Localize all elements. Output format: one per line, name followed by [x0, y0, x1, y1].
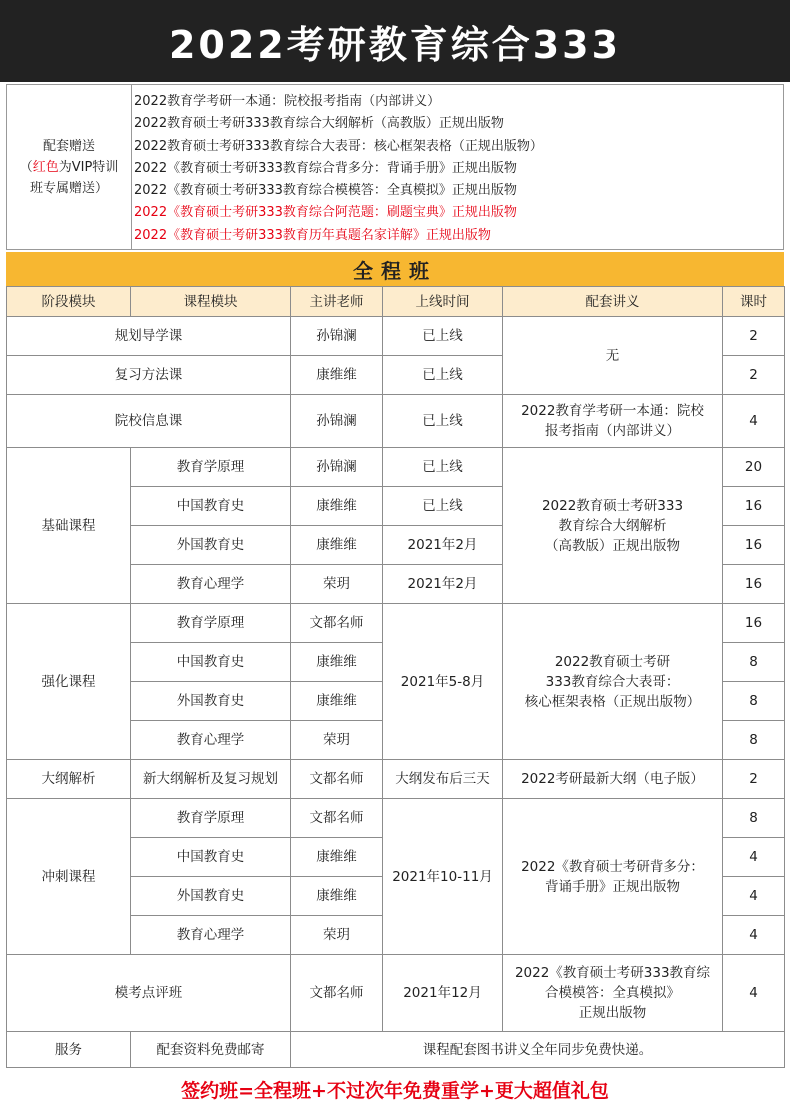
course-cell: 模考点评班: [7, 955, 291, 1032]
material-cell: [503, 395, 723, 448]
time-cell: 2021年2月: [383, 526, 503, 565]
material-line: （高教版）正规出版物: [545, 537, 680, 554]
material-line: 2022《教育硕士考研背多分：: [521, 858, 704, 875]
material-line: 2022教育硕士考研: [554, 653, 671, 670]
course-cell: 教育心理学: [131, 721, 291, 760]
course-cell: 配套资料免费邮寄: [131, 1032, 291, 1068]
hours-cell: 2: [723, 317, 785, 356]
material-cell: [503, 448, 723, 604]
hours-cell: 8: [723, 643, 785, 682]
course-cell: 外国教育史: [131, 526, 291, 565]
course-cell: 教育心理学: [131, 916, 291, 955]
table-row: [7, 395, 785, 448]
course-cell: 教育学原理: [131, 604, 291, 643]
time-cell: 已上线: [383, 356, 503, 395]
teacher-cell: 康维维: [291, 877, 383, 916]
gift-label-suffix: 为VIP特训: [58, 159, 119, 175]
gift-label-prefix: （: [19, 159, 33, 175]
service-note-cell: 课程配套图书讲义全年同步免费快递。: [291, 1032, 785, 1068]
gift-item-vip: 2022《教育硕士考研333教育综合阿范题：刷题宝典》正规出版物: [134, 205, 517, 221]
header-hours: 课时: [723, 287, 785, 317]
teacher-cell: 文都名师: [291, 799, 383, 838]
material-line: 2022《教育硕士考研333教育综: [514, 965, 711, 981]
time-cell: 2021年2月: [383, 565, 503, 604]
time-cell: 已上线: [383, 317, 503, 356]
course-cell: 复习方法课: [7, 356, 291, 395]
gift-list: [132, 85, 783, 249]
table-row: [7, 1032, 785, 1068]
header-material: 配套讲义: [503, 287, 723, 317]
footer-promo: 签约班=全程班+不过次年免费重学+更大超值礼包: [181, 1079, 609, 1102]
gift-item: 2022教育硕士考研333教育综合大表哥：核心框架表格（正规出版物）: [134, 138, 543, 154]
hours-cell: 16: [723, 487, 785, 526]
gift-label-red: 红色: [32, 159, 59, 175]
time-cell: 2021年5-8月: [383, 604, 503, 760]
table-row: [7, 604, 785, 643]
course-cell: 中国教育史: [131, 643, 291, 682]
header-time: 上线时间: [383, 287, 503, 317]
teacher-cell: 孙锦澜: [291, 317, 383, 356]
gift-item: 2022《教育硕士考研333教育综合模模答：全真模拟》正规出版物: [134, 183, 517, 199]
material-line: 背诵手册》正规出版物: [545, 878, 680, 895]
material-line: 核心框架表格（正规出版物）: [524, 693, 701, 710]
course-cell: 中国教育史: [131, 838, 291, 877]
gift-label: [7, 85, 132, 249]
course-table: [6, 286, 785, 1068]
time-cell: 已上线: [383, 395, 503, 448]
time-cell: 已上线: [383, 448, 503, 487]
header-teacher: 主讲老师: [291, 287, 383, 317]
material-cell: [503, 955, 723, 1032]
stage-cell: 服务: [7, 1032, 131, 1068]
stage-cell: 强化课程: [7, 604, 131, 760]
teacher-cell: 康维维: [291, 643, 383, 682]
hours-cell: 8: [723, 682, 785, 721]
gift-label-line2: [20, 157, 119, 178]
teacher-cell: 文都名师: [291, 604, 383, 643]
material-line: 正规出版物: [578, 1005, 647, 1021]
table-row: [7, 955, 785, 1032]
material-cell: 2022考研最新大纲（电子版）: [503, 760, 723, 799]
material-cell: 无: [503, 317, 723, 395]
course-cell: 外国教育史: [131, 877, 291, 916]
teacher-cell: 康维维: [291, 526, 383, 565]
teacher-cell: 康维维: [291, 682, 383, 721]
teacher-cell: 荣玥: [291, 565, 383, 604]
material-line: 教育综合大纲解析: [558, 517, 667, 534]
hours-cell: 16: [723, 526, 785, 565]
time-cell: 大纲发布后三天: [383, 760, 503, 799]
course-cell: 教育学原理: [131, 799, 291, 838]
teacher-cell: 荣玥: [291, 721, 383, 760]
table-row: [7, 760, 785, 799]
course-cell: 中国教育史: [131, 487, 291, 526]
hours-cell: 20: [723, 448, 785, 487]
hours-cell: 4: [723, 877, 785, 916]
teacher-cell: 文都名师: [291, 955, 383, 1032]
gift-label-line1: 配套赠送: [42, 138, 95, 154]
table-row: [7, 799, 785, 838]
hours-cell: 4: [723, 955, 785, 1032]
teacher-cell: 文都名师: [291, 760, 383, 799]
course-cell: 教育心理学: [131, 565, 291, 604]
material-line: 2022教育硕士考研333: [541, 497, 684, 514]
material-line: 报考指南（内部讲义）: [545, 423, 680, 439]
teacher-cell: 康维维: [291, 838, 383, 877]
gift-item: 2022教育硕士考研333教育综合大纲解析（高教版）正规出版物: [134, 116, 504, 132]
hours-cell: 4: [723, 395, 785, 448]
header-course: 课程模块: [131, 287, 291, 317]
material-line: 合模模答：全真模拟》: [545, 985, 680, 1001]
header-stage: 阶段模块: [7, 287, 131, 317]
page-title: 2022考研教育综合333: [168, 22, 622, 67]
table-header-row: [7, 287, 785, 317]
hours-cell: 4: [723, 838, 785, 877]
teacher-cell: 孙锦澜: [291, 448, 383, 487]
course-cell: 新大纲解析及复习规划: [131, 760, 291, 799]
hours-cell: 4: [723, 916, 785, 955]
hours-cell: 8: [723, 721, 785, 760]
course-cell: 教育学原理: [131, 448, 291, 487]
gift-section: [6, 84, 784, 250]
stage-cell: 基础课程: [7, 448, 131, 604]
page-header: [0, 0, 790, 82]
gift-item: 2022教育学考研一本通：院校报考指南（内部讲义）: [134, 94, 441, 109]
hours-cell: 2: [723, 760, 785, 799]
teacher-cell: 荣玥: [291, 916, 383, 955]
hours-cell: 2: [723, 356, 785, 395]
gift-item-vip: 2022《教育硕士考研333教育历年真题名家详解》正规出版物: [134, 227, 491, 243]
teacher-cell: 康维维: [291, 356, 383, 395]
material-cell: [503, 799, 723, 955]
teacher-cell: 康维维: [291, 487, 383, 526]
material-line: 2022教育学考研一本通：院校: [521, 403, 704, 419]
table-row: [7, 317, 785, 356]
table-row: [7, 448, 785, 487]
course-cell: 规划导学课: [7, 317, 291, 356]
gift-label-line3: 班专属赠送）: [29, 180, 108, 196]
stage-cell: 大纲解析: [7, 760, 131, 799]
time-cell: 已上线: [383, 487, 503, 526]
time-cell: 2021年10-11月: [383, 799, 503, 955]
hours-cell: 16: [723, 604, 785, 643]
material-line: 333教育综合大表哥：: [545, 673, 680, 690]
stage-cell: 冲刺课程: [7, 799, 131, 955]
hours-cell: 8: [723, 799, 785, 838]
course-cell: 外国教育史: [131, 682, 291, 721]
teacher-cell: 孙锦澜: [291, 395, 383, 448]
course-cell: 院校信息课: [7, 395, 291, 448]
course-banner: 全程班: [6, 252, 784, 286]
gift-item: 2022《教育硕士考研333教育综合背多分：背诵手册》正规出版物: [134, 160, 517, 176]
time-cell: 2021年12月: [383, 955, 503, 1032]
hours-cell: 16: [723, 565, 785, 604]
material-cell: [503, 604, 723, 760]
